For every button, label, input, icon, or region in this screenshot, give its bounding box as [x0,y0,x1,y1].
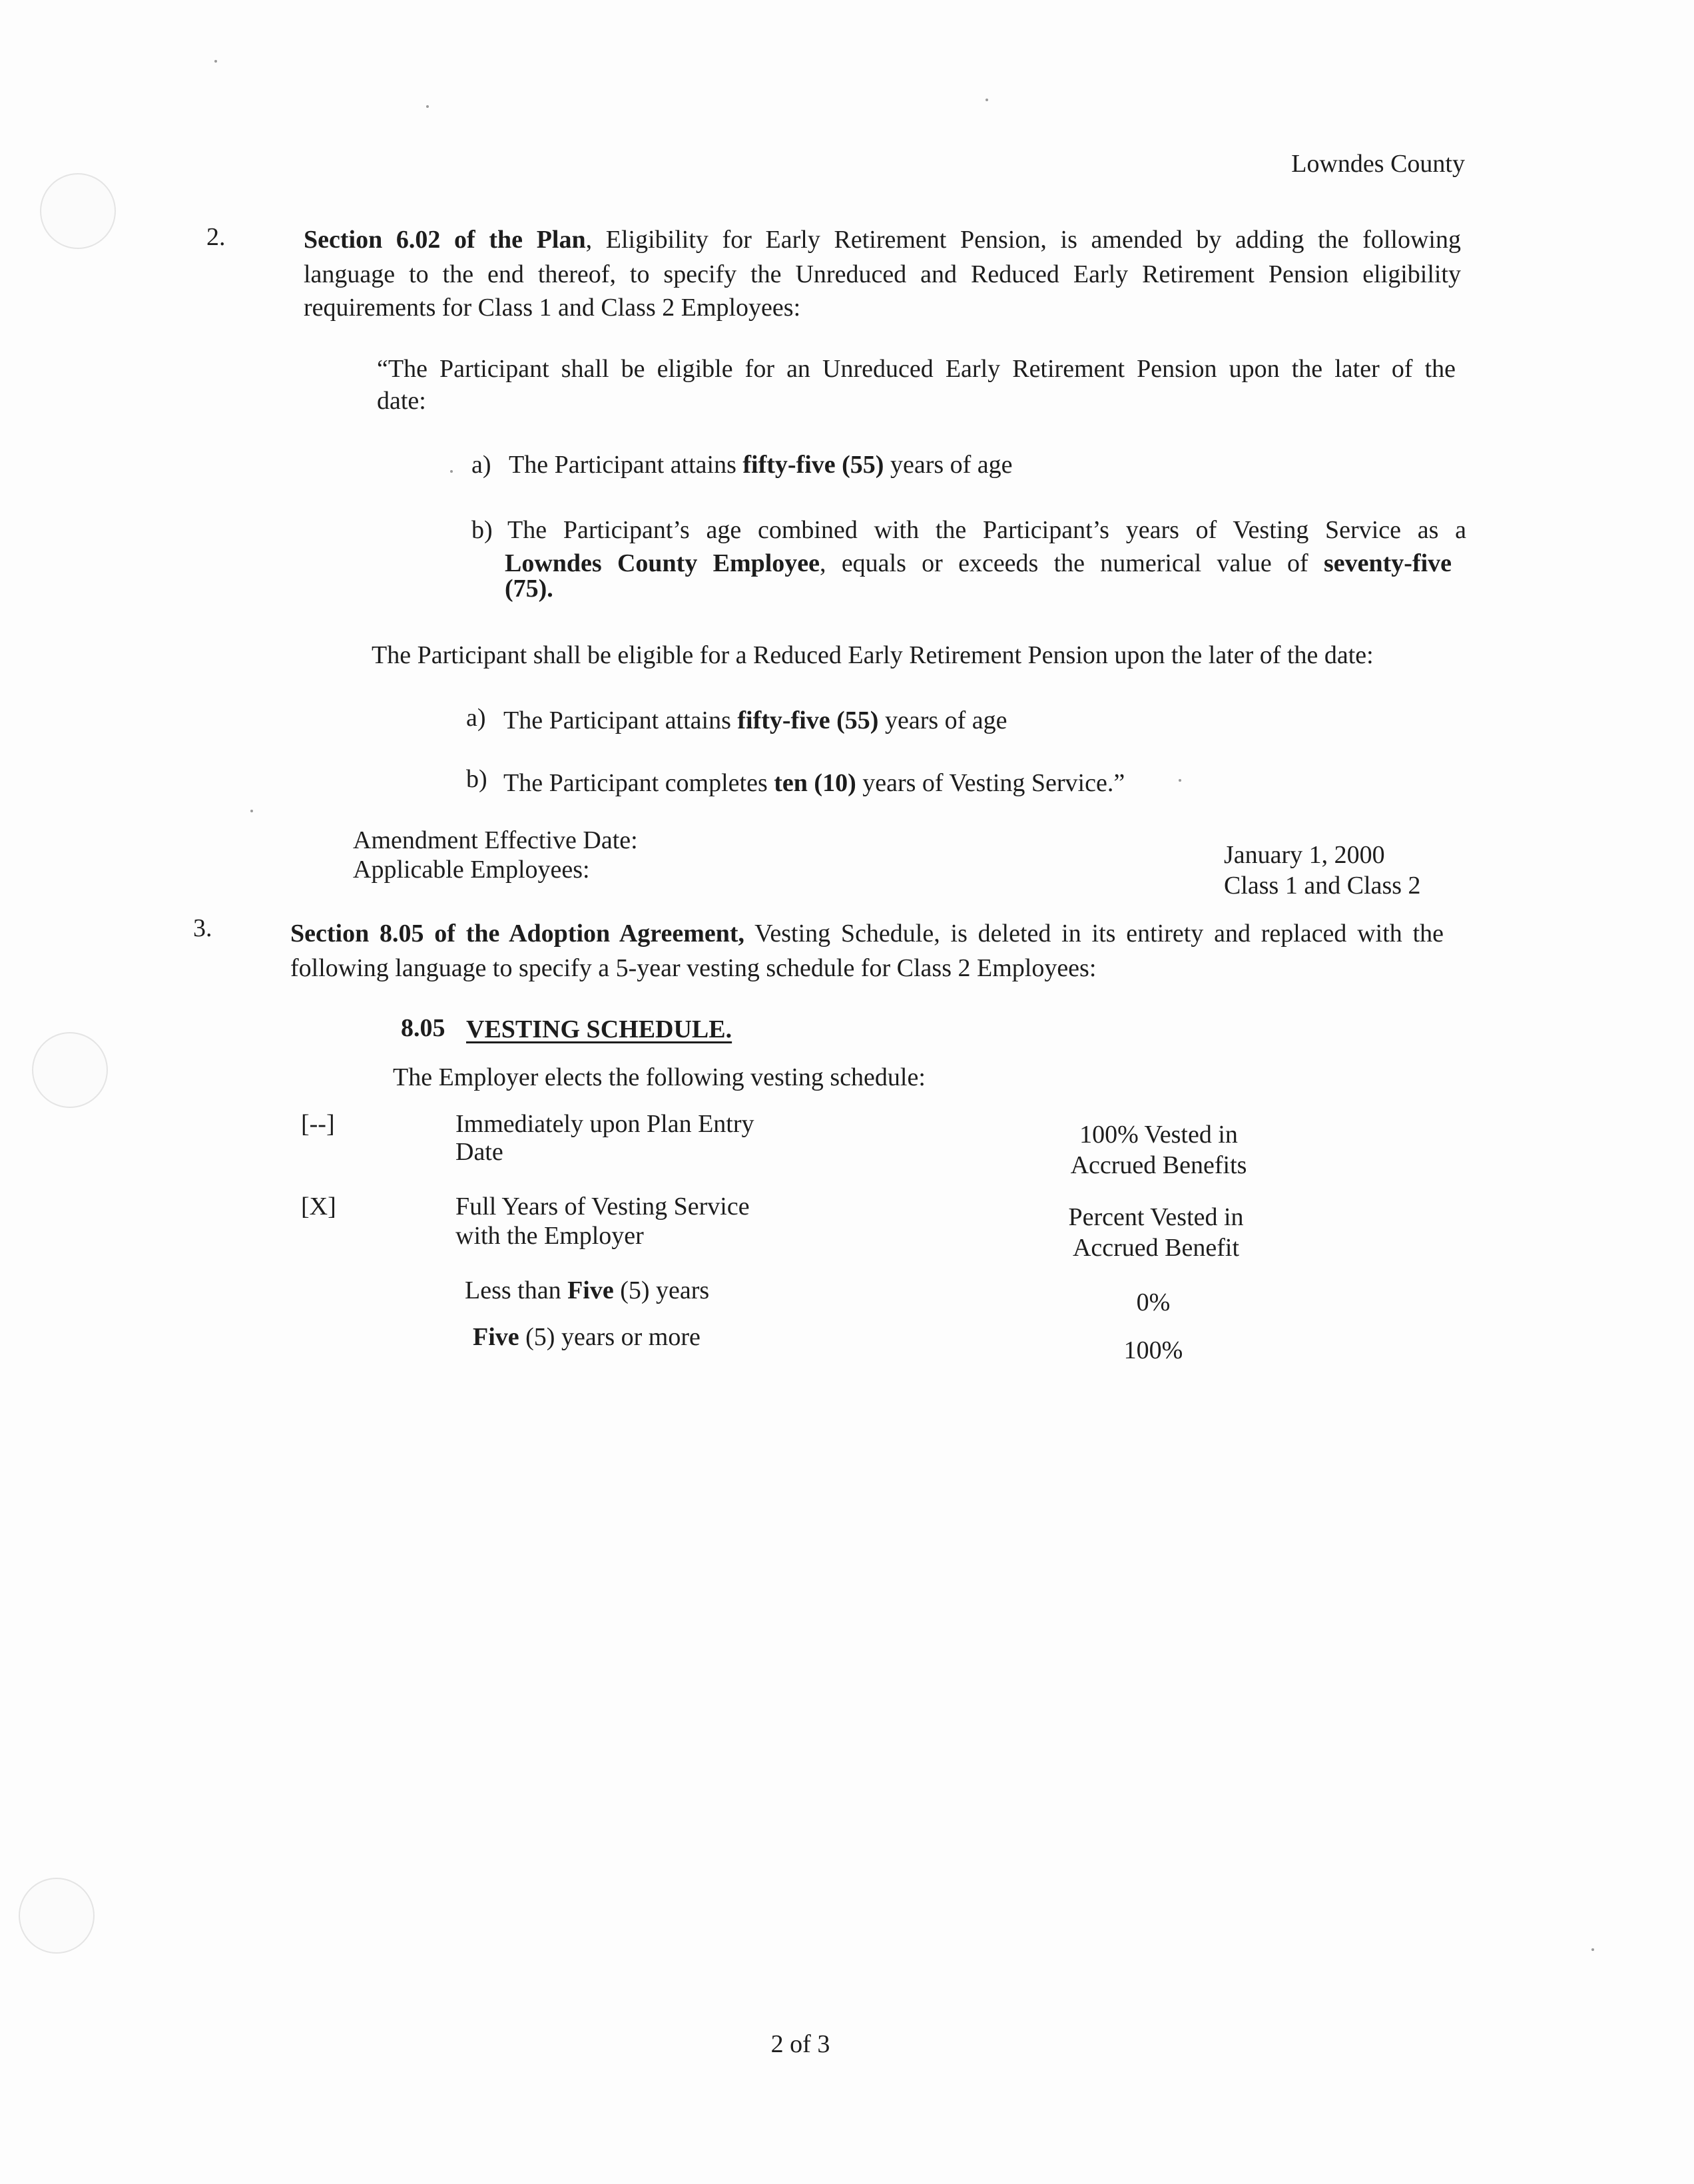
option-description: with the Employer [455,1222,644,1250]
scan-speck [450,470,453,473]
list-item-text: (75). [505,575,553,603]
punch-hole-bottom [19,1878,95,1954]
option-value: Accrued Benefit [1072,1234,1240,1262]
list-label: a) [466,704,486,732]
item-intro-line: language to the end thereof, to specify the Unreduced and Reduced Early Retirement Pension eligibility [304,260,1461,288]
option-mark: [--] [301,1110,335,1138]
list-label: b) [466,765,487,793]
option-description: Immediately upon Plan Entry [455,1110,754,1138]
item-number: 2. [206,223,226,251]
subsection-intro: The Employer elects the following vesting schedule: [393,1063,926,1091]
punch-hole-middle [32,1032,108,1108]
option-value: Accrued Benefits [1070,1151,1247,1179]
section-heading: Section 6.02 of the Plan [304,226,586,254]
option-value: 100% Vested in [1079,1121,1238,1149]
quote-line: “The Participant shall be eligible for an Unreduced Early Retirement Pension upon the later of the [377,355,1456,383]
list-label: b) [471,516,493,544]
page-number: 2 of 3 [770,2030,830,2058]
quote-line: The Participant shall be eligible for a Reduced Early Retirement Pension upon the later of the date: [372,641,1374,669]
subsection-number: 8.05 [401,1014,445,1042]
schedule-row-percent: 0% [1136,1288,1171,1316]
item-intro-line: Section 6.02 of the Plan, Eligibility for Early Retirement Pension, is amended by adding the following [304,226,1461,254]
scan-speck [250,810,253,812]
applicable-employees-value: Class 1 and Class 2 [1224,872,1421,900]
option-description: Full Years of Vesting Service [455,1193,750,1221]
section-heading: Section 8.05 of the Adoption Agreement, [290,920,745,948]
list-item-text: The Participant attains fifty-five (55) years of age [509,451,1013,479]
scan-speck [1591,1948,1594,1951]
item-number: 3. [193,914,212,942]
list-item-text: The Participant completes ten (10) years of Vesting Service.” [503,769,1125,797]
list-item-text: The Participant attains fifty-five (55) years of age [503,706,1007,734]
applicable-employees-label: Applicable Employees: [353,856,590,884]
option-mark: [X] [301,1193,336,1221]
quote-line: date: [377,387,426,415]
subsection-title: VESTING SCHEDULE. [466,1015,732,1043]
scan-speck [1179,779,1181,782]
schedule-row-label: Five (5) years or more [473,1323,701,1351]
schedule-row-label: Less than Five (5) years [465,1276,710,1304]
item-intro-line: following language to specify a 5-year vesting schedule for Class 2 Employees: [290,954,1097,982]
item-intro-paragraph [304,224,1461,256]
effective-date-value: January 1, 2000 [1224,841,1385,869]
list-item-text: Lowndes County Employee, equals or exceeds the numerical value of seventy-five [505,549,1452,577]
item-intro-line: requirements for Class 1 and Class 2 Employees: [304,294,801,322]
option-description: Date [455,1138,503,1166]
effective-date-label: Amendment Effective Date: [353,826,638,854]
scan-speck [214,60,217,63]
scan-speck [426,105,429,108]
list-item-text: The Participant’s age combined with the Participant’s years of Vesting Service as a [507,516,1466,544]
item-intro-paragraph: Section 8.05 of the Adoption Agreement, Vesting Schedule, is deleted in its entirety and replaced with the [290,920,1444,948]
schedule-row-percent: 100% [1123,1336,1183,1364]
scan-speck [986,99,988,101]
punch-hole-top [40,173,116,249]
list-label: a) [471,451,491,479]
option-value: Percent Vested in [1068,1203,1244,1231]
header-org: Lowndes County [1291,150,1465,178]
